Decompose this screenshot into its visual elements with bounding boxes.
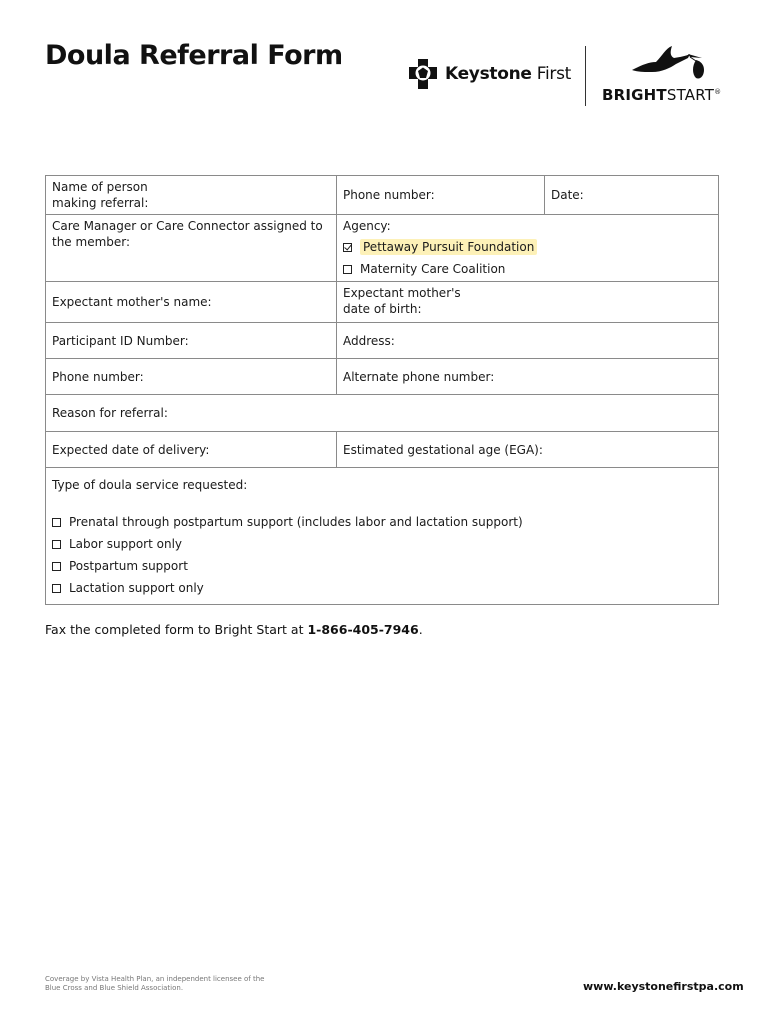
- date-label: Date:: [551, 188, 584, 202]
- agency-label: Agency:: [343, 219, 391, 233]
- participant-id-cell[interactable]: [46, 323, 337, 359]
- service-option-label: Prenatal through postpartum support (includes labor and lactation support): [69, 515, 523, 529]
- form-row-participant: [46, 323, 719, 359]
- checkbox-icon[interactable]: [343, 265, 352, 274]
- keystone-first-wordmark: Keystone First: [445, 64, 572, 84]
- delivery-date-cell[interactable]: [46, 432, 337, 468]
- mother-dob-label: Expectant mother's date of birth:: [343, 286, 461, 316]
- referral-form-table: [45, 175, 719, 605]
- service-option-label: Lactation support only: [69, 581, 204, 595]
- footer-website-link[interactable]: www.keystonefirstpa.com: [583, 980, 744, 993]
- form-row-care-manager: [46, 215, 719, 282]
- page-title: Doula Referral Form: [45, 40, 343, 71]
- referrer-phone-label: Phone number:: [343, 188, 435, 202]
- service-option-label: Postpartum support: [69, 559, 188, 573]
- cross-shield-icon: [408, 58, 438, 90]
- checkbox-icon[interactable]: [52, 518, 61, 527]
- checkbox-icon[interactable]: [52, 584, 61, 593]
- reason-cell[interactable]: [46, 395, 719, 432]
- referrer-name-cell[interactable]: [46, 176, 337, 215]
- alt-phone-cell[interactable]: [337, 359, 719, 395]
- service-option[interactable]: [52, 535, 712, 553]
- form-row-referrer: [46, 176, 719, 215]
- agency-option[interactable]: [343, 238, 712, 256]
- form-row-phones: [46, 359, 719, 395]
- keystone-first-logo: [408, 58, 571, 90]
- participant-id-label: Participant ID Number:: [52, 333, 189, 348]
- form-row-delivery: [46, 432, 719, 468]
- address-label: Address:: [343, 333, 395, 348]
- service-option[interactable]: [52, 513, 712, 531]
- agency-option-label: Pettaway Pursuit Foundation: [360, 239, 537, 255]
- checkbox-checked-icon[interactable]: [343, 243, 352, 252]
- footer-disclaimer: Coverage by Vista Health Plan, an independent licensee of the Blue Cross and Blue Shield Association.: [45, 975, 265, 992]
- service-options: [52, 513, 712, 597]
- referrer-name-label: Name of person making referral:: [52, 180, 149, 210]
- address-cell[interactable]: [337, 323, 719, 359]
- reason-label: Reason for referral:: [52, 406, 168, 420]
- service-option[interactable]: [52, 557, 712, 575]
- mother-name-cell[interactable]: [46, 282, 337, 323]
- checkbox-icon[interactable]: [52, 540, 61, 549]
- logo-divider: [585, 46, 586, 106]
- care-manager-label: Care Manager or Care Connector assigned to the member:: [52, 219, 323, 249]
- phone-label: Phone number:: [52, 369, 144, 384]
- agency-cell: [337, 215, 719, 282]
- bright-start-logo: [602, 44, 732, 110]
- agency-option-label: Maternity Care Coalition: [360, 262, 506, 276]
- service-option[interactable]: [52, 579, 712, 597]
- fax-instructions: Fax the completed form to Bright Start at 1-866-405-7946.: [45, 622, 423, 637]
- care-manager-cell[interactable]: [46, 215, 337, 282]
- date-cell[interactable]: [545, 176, 719, 215]
- checkbox-icon[interactable]: [52, 562, 61, 571]
- form-row-reason: [46, 395, 719, 432]
- delivery-date-label: Expected date of delivery:: [52, 442, 210, 457]
- service-option-label: Labor support only: [69, 537, 183, 551]
- bright-start-wordmark: BRIGHTSTART®: [602, 86, 722, 104]
- alt-phone-label: Alternate phone number:: [343, 369, 495, 384]
- form-row-mother: [46, 282, 719, 323]
- stork-icon: [630, 44, 706, 84]
- ega-cell[interactable]: [337, 432, 719, 468]
- form-row-service: [46, 468, 719, 605]
- mother-dob-cell[interactable]: [337, 282, 719, 323]
- referrer-phone-cell[interactable]: [337, 176, 545, 215]
- service-cell: [46, 468, 719, 605]
- agency-option[interactable]: [343, 260, 712, 278]
- service-label: Type of doula service requested:: [52, 478, 248, 492]
- ega-label: Estimated gestational age (EGA):: [343, 442, 543, 457]
- fax-number: 1-866-405-7946: [307, 622, 419, 637]
- mother-name-label: Expectant mother's name:: [52, 295, 212, 309]
- phone-cell[interactable]: [46, 359, 337, 395]
